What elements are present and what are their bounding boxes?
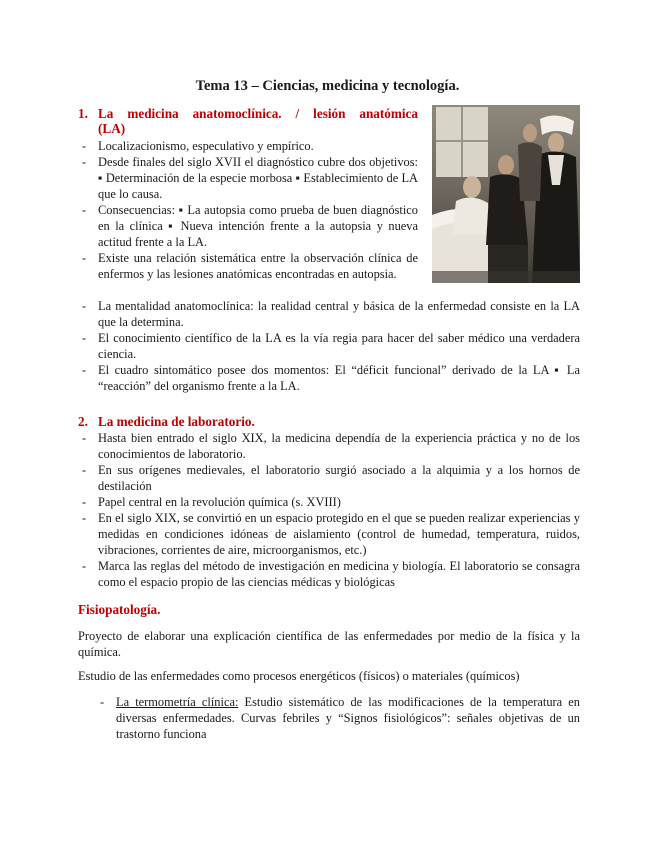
- section2-heading-text: La medicina de laboratorio.: [98, 414, 255, 429]
- page-title: Tema 13 – Ciencias, medicina y tecnología.: [195, 78, 460, 94]
- list-item: - Marca las reglas del método de investigación en medicina y biología. El laboratorio se consagra como el espacio propio de las ciencias médicas y biológicas: [98, 558, 580, 590]
- fisiopatologia-heading: Fisiopatología.: [78, 602, 161, 617]
- list-item: [116, 694, 580, 742]
- list-item: - Desde finales del siglo XVII el diagnóstico cubre dos objetivos: ▪ Determinación de la especie morbosa ▪ Establecimiento de LA que lo causa.: [98, 154, 418, 202]
- fisiopatologia-paragraph-2: Estudio de las enfermedades como procesos energéticos (físicos) o materiales (químicos): [78, 669, 520, 683]
- list-item: - Existe una relación sistemática entre la observación clínica de enfermos y las lesiones anatómicas encontradas en autopsia.: [98, 250, 418, 282]
- list-item: - El cuadro sintomático posee dos momentos: El “déficit funcional” derivado de la LA ▪ La “reacción” del organismo frente a la LA.: [98, 362, 580, 394]
- list-item: - Hasta bien entrado el siglo XIX, la medicina dependía de la experiencia práctica y no de los conocimientos de laboratorio.: [98, 430, 580, 462]
- section1-heading: [78, 106, 418, 136]
- section2-heading: [78, 414, 255, 429]
- section1-heading-line1: La medicina anatomoclínica. / lesión anatómica: [98, 106, 418, 121]
- section1-number: 1.: [78, 106, 88, 121]
- termometria-label: La termometría clínica:: [116, 695, 239, 709]
- list-item: - Papel central en la revolución química (s. XVIII): [98, 494, 580, 510]
- section2-number: 2.: [78, 414, 88, 429]
- list-item: - En sus orígenes medievales, el laboratorio surgió asociado a la alquimia y a los hornos de destilación: [98, 462, 580, 494]
- list-item: - En el siglo XIX, se convirtió en un espacio protegido en el que se pueden realizar experiencias y medidas en condiciones idóneas de aislamiento (control de humedad, temperatura, ruidos, vibraciones, corrientes de aire, microorganismos, etc.): [98, 510, 580, 558]
- section1-list-narrow: [98, 138, 418, 282]
- section1-list-wide: [98, 298, 580, 394]
- section1-heading-line2: (LA): [98, 121, 126, 136]
- list-item: - El conocimiento científico de la LA es la vía regia para hacer del saber médico una verdadera ciencia.: [98, 330, 580, 362]
- fisiopatologia-paragraph-1: Proyecto de elaborar una explicación científica de las enfermedades por medio de la física y la química.: [78, 629, 580, 659]
- section2-list: [98, 430, 580, 590]
- list-item: - Localizacionismo, especulativo y empírico.: [98, 138, 418, 154]
- termometria-text: Estudio sistemático de las modificaciones de la temperatura en diversas enfermedades. Curvas febriles y “Signos fisiológicos”: señales objetivas de un trastorno funciona: [116, 695, 580, 741]
- list-item: - Consecuencias: ▪ La autopsia como prueba de buen diagnóstico en la clínica ▪ Nueva intención frente a la autopsia y nueva actitud frente a la LA.: [98, 202, 418, 250]
- fisiopatologia-list: [116, 694, 580, 742]
- list-item: - La mentalidad anatomoclínica: la realidad central y básica de la enfermedad consiste en la LA que la determina.: [98, 298, 580, 330]
- illustration-hospital-scene: [432, 105, 580, 283]
